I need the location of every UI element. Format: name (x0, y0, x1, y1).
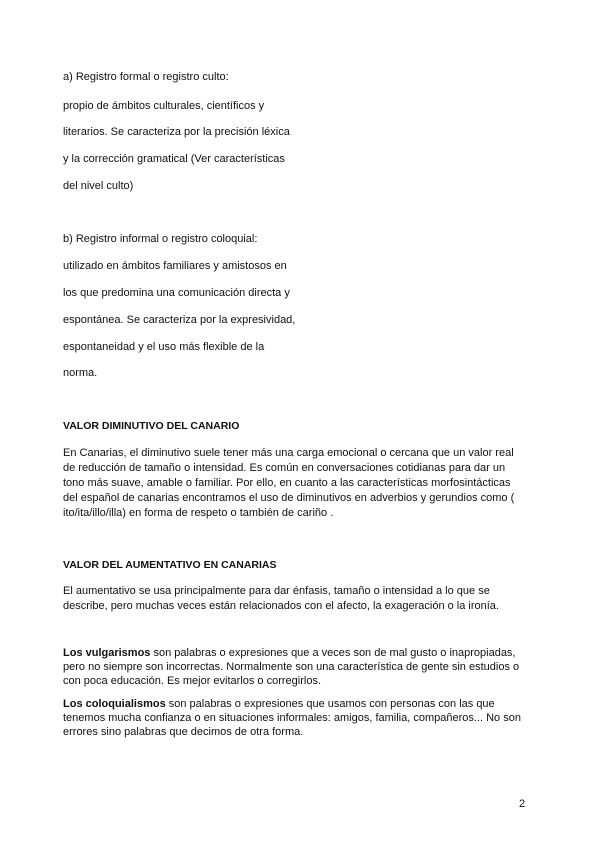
registro-informal-line: los que predomina una comunicación directa y (63, 287, 290, 299)
aumentativo-line: describe, pero muchas veces están relacionados con el afecto, la exageración o la ironía. (63, 600, 499, 612)
coloquialismos-term: Los coloquialismos (63, 698, 166, 710)
registro-informal-line: utilizado en ámbitos familiares y amistosos en (63, 260, 287, 272)
vulgarismos-text: son palabras o expresiones que a veces son de mal gusto o inapropiadas, (150, 647, 516, 659)
vulgarismos-line: con poca educación. Es mejor evitarlos o corregirlos. (63, 675, 322, 687)
registro-informal-line: espontánea. Se caracteriza por la expresividad, (63, 314, 296, 326)
registro-formal-line: propio de ámbitos culturales, científicos y (63, 100, 265, 112)
diminutivo-line: del español de canarias encontramos el uso de diminutivos en adverbios y gerundios como ( (63, 492, 515, 504)
registro-formal-title: a) Registro formal o registro culto: (63, 71, 229, 83)
registro-informal-title: b) Registro informal o registro coloquial: (63, 233, 258, 245)
coloquialismos-line: errores sino palabras que decimos de otra forma. (63, 726, 304, 738)
registro-informal-line: espontaneidad y el uso más flexible de la (63, 341, 265, 353)
page-number: 2 (519, 798, 526, 810)
registro-formal-line: y la corrección gramatical (Ver características (63, 153, 285, 165)
registro-formal-line: del nivel culto) (63, 180, 134, 192)
coloquialismos-line (63, 698, 495, 711)
coloquialismos-line: tenemos mucha confianza o en situaciones informales: amigos, familia, compañeros... No son (63, 712, 521, 724)
vulgarismos-line (63, 647, 516, 660)
registro-formal-line: literarios. Se caracteriza por la precisión léxica (63, 126, 290, 138)
coloquialismos-text: son palabras o expresiones que usamos con personas con las que (165, 698, 495, 710)
vulgarismos-line: pero no siempre son incorrectas. Normalmente son una característica de gente sin estudios o (63, 661, 520, 673)
diminutivo-heading: VALOR DIMINUTIVO DEL CANARIO (63, 420, 240, 432)
aumentativo-heading: VALOR DEL AUMENTATIVO EN CANARIAS (63, 559, 277, 571)
diminutivo-line: tono más suave, amable o familiar. Por ello, en cuanto a las características morfosintácticas (63, 477, 511, 489)
aumentativo-line: El aumentativo se usa principalmente para dar énfasis, tamaño o intensidad a lo que se (63, 585, 490, 597)
diminutivo-line: de reducción de tamaño o intensidad. Es común en conversaciones cotidianas para dar un (63, 462, 506, 474)
vulgarismos-term: Los vulgarismos (63, 647, 151, 659)
diminutivo-line: En Canarias, el diminutivo suele tener más una carga emocional o cercana que un valor real (63, 447, 514, 459)
diminutivo-line: ito/ita/illo/illa) en forma de respeto o también de cariño . (63, 507, 334, 519)
registro-informal-line: norma. (63, 367, 98, 379)
